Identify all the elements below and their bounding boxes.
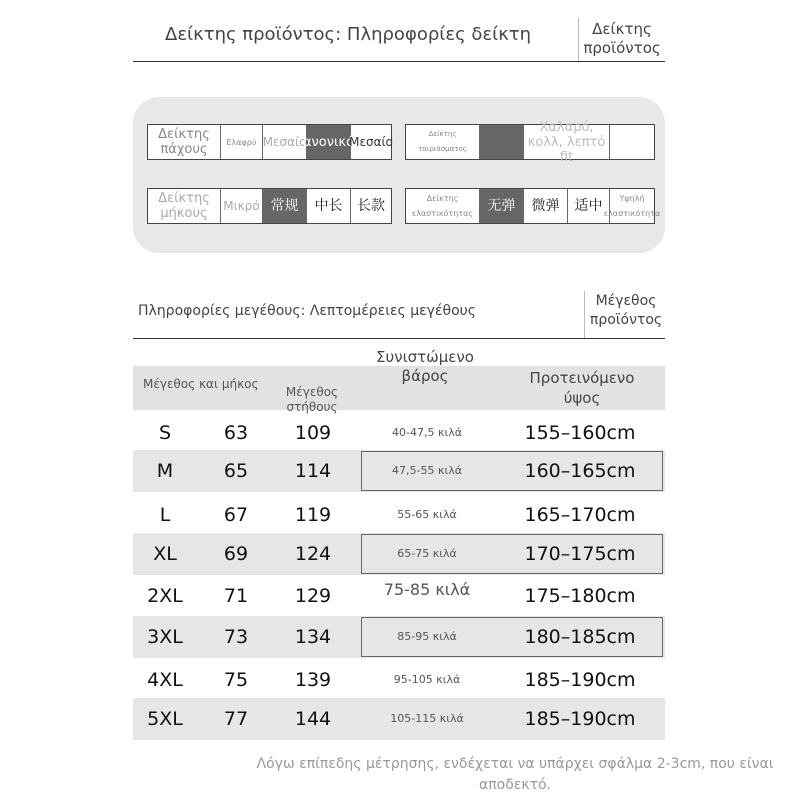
length-option-mid-long: 中长 [307, 189, 351, 223]
table-row [133, 450, 665, 492]
fit-option-loose-slim: Χαλαρό, κολλ, λεπτό fit [524, 125, 610, 159]
header-weight: Συνιστώμενο βάρος [376, 348, 474, 385]
size-cell: 2XL [147, 585, 183, 607]
weight-cell: 55-65 κιλά [397, 508, 457, 521]
header-divider [133, 61, 665, 62]
elasticity-label: Δείκτης ελαστικότητας [406, 189, 480, 223]
weight-cell: 75-85 κιλά [383, 580, 471, 599]
length-cell: 67 [223, 504, 249, 526]
product-indicator-tag: Δείκτης προϊόντος [583, 20, 661, 57]
chest-cell: 124 [294, 543, 332, 565]
weight-cell: 65-75 κιλά [397, 547, 457, 560]
length-cell: 63 [223, 422, 249, 444]
height-cell: 175–180cm [524, 585, 636, 607]
table-row [133, 698, 665, 740]
weight-cell: 85-95 κιλά [397, 630, 457, 643]
chest-cell: 109 [294, 422, 332, 444]
fit-option-selected [480, 125, 524, 159]
length-cell: 77 [223, 708, 249, 730]
size-info-tag: Μέγεθος προϊόντος [589, 293, 663, 328]
product-indicator-title: Δείκτης προϊόντος: Πληροφορίες δείκτη [165, 24, 532, 45]
size-cell: M [156, 460, 174, 482]
measurement-error-note: Λόγω επίπεδης μέτρησης, ενδέχεται να υπάρχει σφάλμα 2-3cm, που είναι αποδεκτό. [256, 756, 774, 793]
header-chest: Μέγεθος στήθους [285, 385, 339, 414]
chest-cell: 134 [294, 626, 332, 648]
height-cell: 185–190cm [524, 708, 636, 730]
height-cell: 185–190cm [524, 669, 636, 691]
size-tag-divider [584, 291, 585, 338]
size-cell: S [158, 422, 172, 444]
weight-cell: 40-47,5 κιλά [392, 426, 462, 439]
fit-indicator-row [405, 119, 655, 165]
chest-cell: 144 [294, 708, 332, 730]
size-cell: XL [153, 543, 177, 565]
table-row [133, 412, 665, 454]
length-option-regular-selected: 常规 [263, 189, 307, 223]
header-size-length: Μέγεθος και μήκος [143, 377, 259, 391]
size-cell: 4XL [147, 669, 183, 691]
chest-cell: 129 [294, 585, 332, 607]
size-cell: 5XL [147, 708, 183, 730]
weight-cell: 47,5-55 κιλά [392, 464, 462, 477]
thickness-option-light: Ελαφρύ [221, 125, 263, 159]
length-cell: 75 [223, 669, 249, 691]
elasticity-option-slight: 微弹 [524, 189, 568, 223]
height-cell: 170–175cm [524, 543, 636, 565]
elasticity-indicator-row [405, 188, 661, 224]
fit-label: Δείκτης ταιριάσματος [406, 125, 480, 159]
length-cell: 69 [223, 543, 249, 565]
length-cell: 65 [223, 460, 249, 482]
table-row [133, 616, 665, 658]
size-cell: 3XL [147, 626, 183, 648]
thickness-option-medium: Μεσαίο [263, 125, 307, 159]
fit-option-empty [610, 125, 654, 159]
length-label: Δείκτης μήκους [148, 189, 221, 223]
chest-cell: 119 [294, 504, 332, 526]
elasticity-option-high: Υψηλή ελαστικότητα [603, 194, 661, 218]
thickness-option-medium-2: Μεσαίο [349, 134, 393, 149]
header-height: Προτεινόμενο ύψος [529, 369, 635, 407]
weight-cell: 105-115 κιλά [390, 712, 464, 725]
elasticity-option-none-selected: 无弹 [480, 189, 524, 223]
size-section-divider [133, 338, 665, 339]
chest-cell: 114 [294, 460, 332, 482]
length-indicator-row [147, 188, 392, 224]
length-cell: 71 [223, 585, 249, 607]
thickness-option-normal-selected: ανονικό [307, 125, 351, 159]
thickness-label: Δείκτης πάχους [148, 125, 221, 159]
size-cell: L [159, 504, 171, 526]
length-cell: 73 [223, 626, 249, 648]
chest-cell: 139 [294, 669, 332, 691]
height-cell: 155–160cm [524, 422, 636, 444]
elasticity-option-moderate: 适中 [568, 189, 610, 223]
table-row [133, 659, 665, 701]
height-cell: 165–170cm [524, 504, 636, 526]
table-row [133, 575, 665, 617]
table-row [133, 494, 665, 536]
weight-cell: 95-105 κιλά [393, 673, 461, 686]
height-cell: 180–185cm [524, 626, 636, 648]
thickness-indicator-row [147, 124, 392, 160]
length-option-long: 长款 [357, 197, 385, 214]
size-info-title: Πληροφορίες μεγέθους: Λεπτομέρειες μεγέθους [138, 303, 476, 319]
length-option-short: Μικρό [221, 189, 263, 223]
height-cell: 160–165cm [524, 460, 636, 482]
